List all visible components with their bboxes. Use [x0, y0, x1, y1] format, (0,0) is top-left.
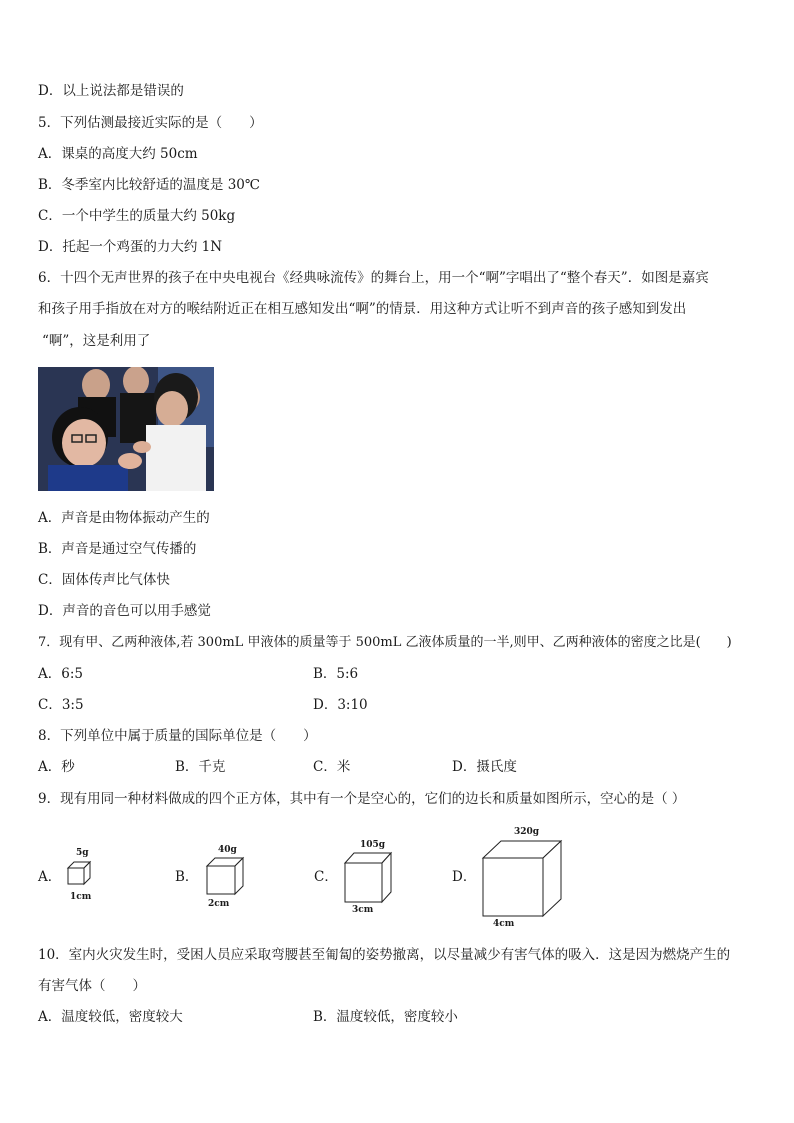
q9-cube-c	[342, 851, 394, 905]
q9-cube-b-edge: 2cm	[208, 899, 230, 909]
q5-option-a: A．课桌的高度大约 50cm	[38, 146, 198, 162]
q8-option-b: B．千克	[175, 759, 226, 775]
q6-option-b: B．声音是通过空气传播的	[38, 541, 197, 557]
q10-option-b: B．温度较低，密度较小	[313, 1009, 458, 1025]
q9-cube-a	[64, 860, 94, 886]
q6-stem-line2: 和孩子用手指放在对方的喉结附近正在相互感知发出“啊”的情景．用这种方式让听不到声音的孩子感知到发出	[38, 301, 687, 317]
q8-stem: 8．下列单位中属于质量的国际单位是（ ）	[38, 728, 317, 744]
q9-option-a-label: A．	[38, 869, 62, 885]
q4-option-d: D．以上说法都是错误的	[38, 83, 184, 99]
q7-stem: 7．现有甲、乙两种液体,若 300mL 甲液体的质量等于 500mL 乙液体质量的一半,则甲、乙两种液体的密度之比是( )	[38, 635, 732, 650]
q6-option-c: C．固体传声比气体快	[38, 572, 170, 588]
q9-cube-d-mass: 320g	[514, 827, 540, 837]
q6-option-a: A．声音是由物体振动产生的	[38, 510, 210, 526]
q10-stem-line2: 有害气体（ ）	[38, 978, 146, 994]
q8-option-c: C．米	[313, 759, 351, 775]
q6-stem-line1: 6．十四个无声世界的孩子在中央电视台《经典咏流传》的舞台上，用一个“啊”字唱出了“整个春天”．如图是嘉宾	[38, 270, 709, 286]
q6-photo	[38, 367, 214, 491]
q9-option-b-label: B．	[175, 869, 199, 885]
q9-cube-d-edge: 4cm	[493, 919, 515, 929]
q9-cube-d	[480, 839, 564, 919]
q9-cube-c-mass: 105g	[360, 840, 386, 850]
q5-stem: 5．下列估测最接近实际的是（ ）	[38, 115, 263, 131]
q9-option-c-label: C．	[314, 869, 338, 885]
q7-option-d: D．3:10	[313, 697, 368, 713]
q5-option-c: C．一个中学生的质量大约 50kg	[38, 208, 236, 224]
q9-cube-b	[204, 856, 246, 896]
q9-option-d-label: D．	[452, 869, 477, 885]
q6-stem-line3: “啊”，这是利用了	[42, 333, 151, 349]
q5-option-b: B．冬季室内比较舒适的温度是 30℃	[38, 177, 260, 193]
q9-cube-a-mass: 5g	[76, 848, 89, 858]
q7-option-b: B．5:6	[313, 666, 359, 682]
q10-option-a: A．温度较低，密度较大	[38, 1009, 183, 1025]
q7-option-a: A．6:5	[38, 666, 83, 682]
q8-option-d: D．摄氏度	[452, 759, 517, 775]
q6-option-d: D．声音的音色可以用手感觉	[38, 603, 211, 619]
stage-photo-illustration	[38, 367, 214, 491]
q9-cube-c-edge: 3cm	[352, 905, 374, 915]
q8-option-a: A．秒	[38, 759, 75, 775]
q10-stem-line1: 10．室内火灾发生时，受困人员应采取弯腰甚至匍匐的姿势撤离，以尽量减少有害气体的吸入．这是因为燃烧产生的	[38, 947, 731, 963]
q9-stem: 9．现有用同一种材料做成的四个正方体，其中有一个是空心的，它们的边长和质量如图所示，空心的是（ ）	[38, 791, 686, 807]
q7-option-c: C．3:5	[38, 697, 84, 713]
q5-option-d: D．托起一个鸡蛋的力大约 1N	[38, 239, 223, 255]
q9-cube-b-mass: 40g	[218, 845, 237, 855]
q9-cube-a-edge: 1cm	[70, 892, 92, 902]
